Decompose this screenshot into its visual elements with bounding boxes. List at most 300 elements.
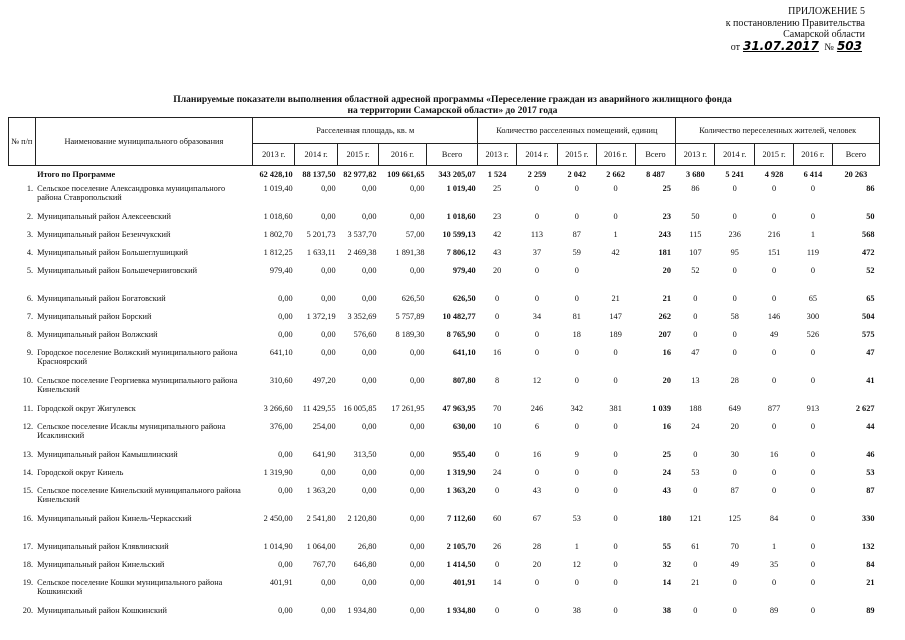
header-year-0-4: Всего: [427, 144, 478, 166]
row-value: 0: [613, 347, 618, 357]
row-value: 0,00: [321, 577, 336, 587]
row-num: 19.: [22, 577, 34, 587]
row-value: 8 765,90: [446, 329, 476, 339]
row-value: 23: [662, 211, 671, 221]
row-value: 0: [732, 347, 737, 357]
row-num: 18.: [22, 559, 34, 569]
row-value: 8 487: [646, 170, 665, 179]
row-value: 1 014,90: [263, 541, 293, 551]
row-value: 121: [689, 513, 702, 523]
row-value: 82 977,82: [343, 170, 377, 179]
row-num: 17.: [22, 541, 34, 551]
row-value: 767,70: [312, 559, 336, 569]
row-value: 189: [609, 329, 622, 339]
row-num: [9, 166, 36, 184]
row-name: Городской округ Жигулевск: [37, 403, 136, 413]
header-residents: Количество переселенных жителей, человек: [676, 118, 880, 144]
row-value: 0: [732, 467, 737, 477]
row-value: 0: [771, 347, 777, 357]
row-value: 4 928: [764, 170, 784, 179]
row-value: 955,40: [452, 449, 476, 459]
row-value: 2 469,38: [347, 247, 377, 257]
row-name: Муниципальный район Волжский: [37, 329, 158, 339]
row-value: 0: [810, 375, 815, 385]
header-year-2-0: 2013 г.: [676, 144, 715, 166]
row-value: 0,00: [321, 293, 336, 303]
row-num: 11.: [22, 403, 34, 413]
row-value: 5 201,73: [306, 229, 336, 239]
row-value: 576,60: [353, 329, 377, 339]
row-name: Муниципальный район Безенчукский: [37, 229, 171, 239]
header-year-1-3: 2016 г.: [596, 144, 635, 166]
row-value: 3 680: [686, 170, 705, 179]
row-value: 88 137,50: [302, 170, 336, 179]
row-value: 0: [771, 293, 777, 303]
row-value: 21: [611, 293, 620, 303]
row-value: 1 319,90: [263, 467, 293, 477]
row-num: 15.: [22, 485, 34, 495]
row-value: 575: [862, 329, 875, 339]
header-year-0-2: 2015 г.: [338, 144, 379, 166]
row-value: 8 189,30: [395, 329, 425, 339]
row-value: 262: [658, 311, 671, 321]
row-value: 35: [769, 559, 779, 569]
row-value: 89: [866, 605, 875, 615]
table-row: [9, 184, 880, 212]
table-row: [9, 542, 880, 560]
row-value: 109 661,65: [387, 170, 425, 179]
row-value: 641,10: [269, 347, 293, 357]
row-value: 0,00: [409, 421, 425, 431]
row-value: 0: [810, 421, 815, 431]
row-value: 0: [495, 449, 500, 459]
row-value: 0: [810, 541, 815, 551]
row-num: 9.: [26, 347, 34, 357]
appendix-number: 503: [836, 38, 862, 53]
row-num: 14.: [22, 467, 34, 477]
row-value: 0,00: [321, 183, 336, 193]
row-name: Муниципальный район Кинельский: [37, 559, 165, 569]
row-value: 16: [662, 347, 671, 357]
row-name: Муниципальный район Клявлинский: [37, 541, 169, 551]
row-value: 0: [693, 311, 698, 321]
row-value: 381: [609, 403, 622, 413]
row-value: 1: [613, 229, 618, 239]
row-value: 0: [732, 265, 737, 275]
row-value: 53: [866, 467, 875, 477]
row-value: 913: [806, 403, 820, 413]
appendix-date-line: [635, 38, 865, 54]
row-value: 0: [495, 485, 500, 495]
row-value: 1: [810, 229, 815, 239]
row-value: 43: [492, 247, 502, 257]
row-value: 50: [866, 211, 875, 221]
row-value: 0: [771, 375, 777, 385]
row-value: 26: [492, 541, 502, 551]
row-value: 0,00: [409, 541, 425, 551]
row-value: 0: [574, 577, 579, 587]
row-value: 0: [810, 347, 815, 357]
row-value: 0,00: [321, 605, 336, 615]
row-value: 84: [866, 559, 875, 569]
row-value: 1 363,20: [306, 485, 336, 495]
row-num: 2.: [26, 211, 34, 221]
row-num: 20.: [22, 605, 34, 615]
row-value: 52: [866, 265, 875, 275]
row-value: 38: [662, 605, 671, 615]
row-value: 0: [613, 485, 618, 495]
row-value: 0: [574, 293, 579, 303]
row-value: 58: [730, 311, 739, 321]
row-name: Сельское поселение Александровка муниципального района Ставропольский: [37, 183, 226, 202]
row-value: 87: [866, 485, 875, 495]
row-value: 0,00: [278, 311, 293, 321]
row-value: 0,00: [409, 183, 425, 193]
row-value: 0: [771, 265, 777, 275]
row-value: 0: [732, 577, 737, 587]
header-year-1-2: 2015 г.: [557, 144, 596, 166]
row-value: 0,00: [409, 513, 425, 523]
row-value: 5 241: [725, 170, 745, 179]
table-row: [9, 348, 880, 376]
row-value: 0: [495, 329, 500, 339]
row-value: 0,00: [409, 577, 425, 587]
row-value: 23: [492, 211, 502, 221]
row-value: 37: [532, 247, 542, 257]
row-value: 0: [771, 421, 777, 431]
row-value: 30: [730, 449, 739, 459]
row-value: 10 482,77: [442, 311, 476, 321]
row-value: 0,00: [278, 329, 293, 339]
row-value: 0: [574, 183, 579, 193]
row-value: 42: [492, 229, 502, 239]
row-value: 401,91: [269, 577, 293, 587]
row-value: 0,00: [409, 467, 425, 477]
row-value: 1: [771, 541, 777, 551]
row-value: 0: [495, 293, 500, 303]
row-name: Муниципальный район Камышлинский: [37, 449, 178, 459]
row-value: 1 414,50: [446, 559, 476, 569]
row-value: 119: [806, 247, 819, 257]
row-name: Итого по Программе: [37, 170, 116, 179]
row-value: 43: [532, 485, 542, 495]
row-value: 6 414: [803, 170, 823, 179]
title-line-1: Планируемые показатели выполнения областной адресной программы «Переселение граждан из аварийного жилищного фонда: [173, 94, 732, 105]
row-value: 0: [613, 513, 618, 523]
row-value: 243: [658, 229, 671, 239]
row-value: 1 891,38: [395, 247, 425, 257]
row-value: 38: [572, 605, 581, 615]
row-value: 0,00: [409, 559, 425, 569]
row-value: 0: [810, 485, 815, 495]
table-row: [9, 560, 880, 578]
row-value: 25: [662, 183, 671, 193]
row-value: 1 019,40: [263, 183, 293, 193]
row-value: 0: [693, 485, 698, 495]
table-row: [9, 248, 880, 266]
row-value: 472: [862, 247, 875, 257]
row-value: 188: [689, 403, 702, 413]
row-value: 0: [771, 183, 777, 193]
row-value: 107: [689, 247, 702, 257]
row-value: 0: [693, 293, 698, 303]
title-line-2: на территории Самарской области» до 2017 года: [347, 104, 558, 116]
row-value: 1 802,70: [263, 229, 293, 239]
row-value: 0,00: [278, 485, 293, 495]
header-year-0-3: 2016 г.: [378, 144, 426, 166]
row-value: 0: [613, 183, 618, 193]
row-value: 0: [732, 605, 737, 615]
row-value: 12: [532, 375, 542, 385]
row-num: 8.: [26, 329, 34, 339]
row-value: 0: [771, 485, 777, 495]
row-value: 20: [730, 421, 739, 431]
header-name: Наименование муниципального образования: [35, 118, 253, 166]
row-value: 0: [613, 605, 618, 615]
row-value: 151: [767, 247, 781, 257]
row-value: 52: [691, 265, 700, 275]
row-value: 113: [530, 229, 544, 239]
row-value: 59: [572, 247, 581, 257]
row-name: Сельское поселение Кинельский муниципального района Кинельский: [37, 485, 241, 504]
row-value: 376,00: [269, 421, 293, 431]
row-value: 1 018,60: [263, 211, 293, 221]
row-value: 0: [810, 265, 815, 275]
row-value: 3 266,60: [263, 403, 293, 413]
row-value: 0,00: [321, 211, 336, 221]
row-value: 21: [866, 577, 875, 587]
row-value: 0: [732, 329, 737, 339]
row-value: 10: [492, 421, 502, 431]
table-row: [9, 486, 880, 514]
row-value: 0,00: [409, 449, 425, 459]
row-value: 497,20: [312, 375, 336, 385]
row-value: 87: [730, 485, 739, 495]
row-value: 16: [492, 347, 502, 357]
row-value: 5 757,89: [395, 311, 425, 321]
row-name: Муниципальный район Богатовский: [37, 293, 166, 303]
row-value: 0,00: [409, 265, 425, 275]
row-value: 0: [534, 329, 540, 339]
row-name: Муниципальный район Кинель-Черкасский: [37, 513, 192, 523]
row-value: 979,40: [269, 265, 293, 275]
row-value: 181: [658, 247, 671, 257]
row-value: 10 599,13: [442, 229, 476, 239]
row-value: 84: [769, 513, 779, 523]
header-num: № п/п: [9, 118, 36, 166]
row-value: 28: [730, 375, 739, 385]
row-value: 0: [613, 577, 618, 587]
row-value: 49: [769, 329, 779, 339]
row-value: 46: [866, 449, 875, 459]
row-value: 20: [532, 559, 542, 569]
row-value: 147: [609, 311, 622, 321]
row-value: 1 372,19: [306, 311, 336, 321]
row-num: 5.: [26, 265, 34, 275]
row-value: 0: [810, 183, 815, 193]
row-value: 0: [613, 449, 618, 459]
row-value: 42: [611, 247, 620, 257]
row-value: 62 428,10: [259, 170, 293, 179]
row-num: 4.: [26, 247, 34, 257]
row-value: 1 524: [487, 170, 507, 179]
appendix-title: ПРИЛОЖЕНИЕ 5: [788, 6, 865, 17]
table-row: [9, 266, 880, 294]
row-value: 649: [728, 403, 741, 413]
row-value: 21: [662, 293, 671, 303]
row-value: 0: [495, 311, 500, 321]
row-value: 0,00: [278, 293, 293, 303]
data-table: [8, 117, 880, 624]
row-value: 0: [613, 211, 618, 221]
appendix-from: от: [730, 41, 740, 53]
row-name: Сельское поселение Кошки муниципального района Кошкинский: [37, 577, 223, 596]
row-name: Городское поселение Волжский муниципального района Красноярский: [37, 347, 238, 366]
header-year-0-1: 2014 г.: [295, 144, 338, 166]
row-value: 1 319,90: [446, 467, 476, 477]
row-value: 0,00: [278, 559, 293, 569]
row-value: 343 205,07: [438, 170, 476, 179]
row-value: 0,00: [361, 485, 377, 495]
row-value: 0: [693, 329, 698, 339]
appendix-ref: к постановлению Правительства: [725, 17, 865, 29]
row-value: 1 019,40: [446, 183, 476, 193]
row-value: 0: [693, 559, 698, 569]
row-value: 0: [574, 347, 579, 357]
row-value: 47: [866, 347, 875, 357]
table-row: [9, 514, 880, 542]
row-value: 7 806,12: [446, 247, 476, 257]
appendix-region: Самарской области: [783, 29, 865, 40]
row-value: 32: [662, 559, 671, 569]
row-value: 41: [866, 375, 875, 385]
row-value: 16: [662, 421, 671, 431]
row-value: 0: [613, 375, 618, 385]
row-value: 9: [574, 449, 579, 459]
row-value: 50: [691, 211, 700, 221]
row-value: 1 363,20: [446, 485, 476, 495]
row-value: 20: [662, 375, 671, 385]
row-value: 0: [534, 265, 540, 275]
header-area: Расселенная площадь, кв. м: [253, 118, 478, 144]
row-value: 0: [613, 421, 618, 431]
row-value: 24: [691, 421, 700, 431]
row-value: 0: [613, 559, 618, 569]
row-value: 53: [691, 467, 700, 477]
table-row: [9, 330, 880, 348]
row-value: 0: [810, 577, 815, 587]
row-value: 17 261,95: [391, 403, 425, 413]
row-value: 0,00: [321, 265, 336, 275]
row-value: 641,90: [312, 449, 336, 459]
row-value: 49: [730, 559, 739, 569]
row-value: 0: [693, 449, 698, 459]
row-value: 16 005,85: [343, 403, 377, 413]
row-value: 0: [810, 467, 815, 477]
row-value: 646,80: [353, 559, 377, 569]
row-value: 0: [495, 559, 500, 569]
table-row: [9, 294, 880, 312]
row-name: Муниципальный район Кошкинский: [37, 605, 167, 615]
row-value: 1 934,80: [446, 605, 476, 615]
row-value: 0: [534, 293, 540, 303]
table-row: [9, 578, 880, 606]
row-name: Городской округ Кинель: [37, 467, 124, 477]
row-value: 0,00: [321, 329, 336, 339]
row-value: 2 450,00: [263, 513, 293, 523]
row-value: 132: [862, 541, 875, 551]
row-value: 1: [574, 541, 579, 551]
table-row: [9, 312, 880, 330]
table-row: [9, 212, 880, 230]
row-value: 300: [806, 311, 820, 321]
row-value: 2 259: [527, 170, 547, 179]
row-value: 0: [574, 211, 579, 221]
row-value: 0: [534, 347, 540, 357]
row-value: 0: [574, 421, 579, 431]
row-value: 7 112,60: [447, 513, 476, 523]
header-year-2-1: 2014 г.: [715, 144, 755, 166]
header-year-0-0: 2013 г.: [253, 144, 295, 166]
row-value: 0,00: [361, 467, 377, 477]
row-value: 67: [532, 513, 542, 523]
row-value: 0,00: [361, 577, 377, 587]
row-value: 0: [810, 605, 815, 615]
row-value: 0,00: [321, 347, 336, 357]
row-num: 13.: [22, 449, 34, 459]
row-value: 0,00: [361, 375, 377, 385]
row-value: 207: [658, 329, 671, 339]
row-name: Сельское поселение Георгиевка муниципального района Кинельский: [37, 375, 238, 394]
row-value: 14: [492, 577, 502, 587]
table-row: [9, 450, 880, 468]
row-value: 125: [728, 513, 741, 523]
row-value: 20: [492, 265, 502, 275]
row-name: Муниципальный район Алексеевский: [37, 211, 171, 221]
row-value: 0: [732, 183, 737, 193]
row-value: 310,60: [269, 375, 293, 385]
row-value: 504: [862, 311, 875, 321]
row-value: 0,00: [361, 347, 377, 357]
table-body: [9, 166, 880, 624]
row-value: 60: [492, 513, 502, 523]
row-value: 61: [691, 541, 700, 551]
row-value: 0: [810, 559, 815, 569]
row-value: 0: [693, 605, 698, 615]
row-value: 807,80: [452, 375, 476, 385]
row-value: 53: [572, 513, 581, 523]
row-value: 1 018,60: [446, 211, 476, 221]
row-value: 25: [492, 183, 502, 193]
row-value: 401,91: [452, 577, 476, 587]
row-value: 16: [769, 449, 779, 459]
appendix-block: [635, 6, 865, 53]
row-value: 180: [658, 513, 671, 523]
row-value: 8: [495, 375, 500, 385]
row-value: 0: [613, 541, 618, 551]
row-num: 16.: [22, 513, 34, 523]
table-row: [9, 606, 880, 624]
row-value: 13: [691, 375, 700, 385]
row-name: Муниципальный район Большечерниговский: [37, 265, 198, 275]
row-value: 2 541,80: [306, 513, 336, 523]
row-value: 0: [771, 211, 777, 221]
row-value: 0,00: [321, 467, 336, 477]
header-year-2-2: 2015 г.: [755, 144, 794, 166]
row-value: 26,80: [357, 541, 377, 551]
row-num: 6.: [26, 293, 34, 303]
row-value: 0: [732, 211, 737, 221]
